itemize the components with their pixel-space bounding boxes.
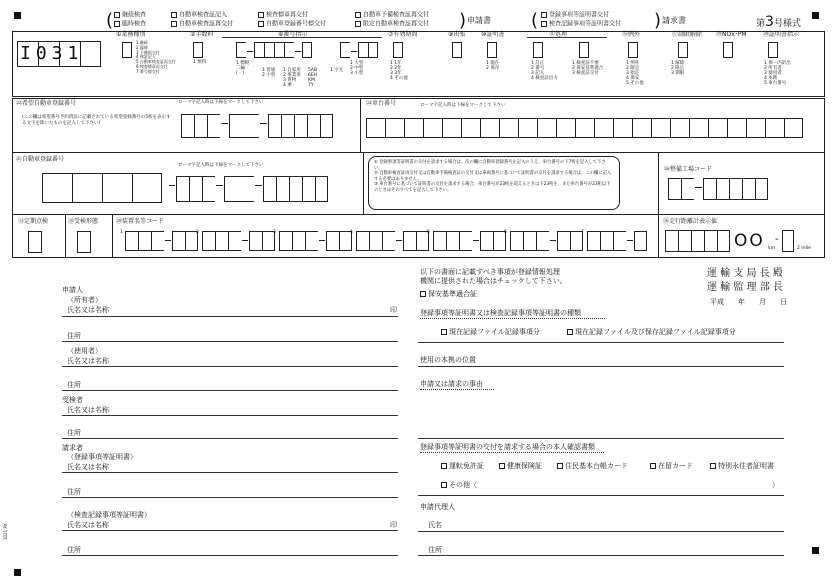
field-shori-bracket [527,37,607,38]
soko-km: km [768,246,775,251]
opt: 3 記入 [531,70,545,76]
opt: 3 小型 [350,70,364,76]
field-tesuryo-option: 1 無料 [193,60,207,65]
seibi-cells[interactable] [668,178,768,200]
hoan-check[interactable] [420,290,477,298]
opt: KM [308,77,315,83]
form-code-box [17,41,101,65]
shurui-opt-hozon[interactable] [567,328,736,336]
kensa-address-label: 住所 [67,546,81,554]
toroku-cells-b[interactable] [168,176,328,202]
opt: 1 普通 [262,68,276,73]
intro-line-2: 機関に提供された場合はチェックして下さい。 [420,277,567,285]
opt: 2 2年 [390,65,402,71]
seikyusho-title: 請求書 [662,16,686,25]
jukensha-address-label: 住所 [67,429,81,437]
field-shomei-input[interactable] [487,42,497,58]
jukei-label: ⑱受検形態 [68,218,99,225]
check-keizoku[interactable] [114,12,146,19]
soko-mile: 2 mile [797,246,811,251]
opt: 1 継続 [136,40,148,45]
souchi-num-7: 7 [581,230,584,235]
field-yuko-opts [390,62,408,82]
field-shori-input-a[interactable] [533,42,543,58]
shadai-label: ㉔車台番号 [366,100,397,107]
header-paren-open: ( [106,10,114,31]
shoyusha-seal: 印 [390,306,397,314]
opt: 2 臨時 [136,44,148,50]
jukei-vdiv [112,214,113,258]
opt: 3 使用者 [764,70,782,76]
kensa-address-line[interactable] [62,555,398,556]
souchi-num-2: 2 [196,230,199,235]
mid-vdiv-2 [363,152,364,214]
kakunin-underline [420,452,604,453]
roman-note-1: ローマ字記入時は下線をマークして下さい [178,100,264,105]
souchi-num-5: 5 [427,230,430,235]
check-gentei-saikofu[interactable] [355,21,429,28]
opt: 1 自家用 [283,68,301,73]
shinseisho-title: 申請書 [467,16,491,25]
jukensha-name-label: 氏名又は名称 [67,406,109,414]
field-yuko-label: ⑦有効期間 [388,31,418,38]
opt: 1 標板 [236,61,250,66]
opt: 3 貨物 [283,77,297,83]
kakunin-sonota-label: その他（ [449,481,477,489]
kakunin-juki[interactable] [557,462,628,470]
kensa-name-line[interactable] [62,530,398,531]
opt: 2 番号 [531,65,545,71]
kakunin-line [418,495,784,496]
field-reigai-opts [626,62,644,87]
kakunin-zairyu[interactable] [650,462,693,470]
kakunin-zairyu-label: 在留カード [658,462,693,470]
check-kensasho-saikofu-label: 自動車検査証再交付 [179,20,234,28]
teiki-label: ⑬定期点検 [18,218,49,225]
field-nox-input[interactable] [723,42,733,58]
field-bango-opts-f [350,62,363,77]
top-field-band [12,31,825,97]
field-reigai-input[interactable] [628,42,638,58]
soko-dash: - [775,234,779,245]
opt: 3 指定 [626,70,640,76]
honkyo-line[interactable] [418,366,784,367]
jukensha-label: 受検者 [62,396,83,404]
shiyosha-address-label: 住所 [67,381,81,389]
opt: 3 検査証交付 [572,70,599,76]
shoyusha-address-line[interactable] [62,341,398,342]
date-line: 平成 年 月 日 [710,298,787,306]
shurui-opt-genzai-label: 現在記録ファイル記録事項分 [449,328,540,336]
soko-oo: OO [734,231,765,251]
soko-unit-box[interactable] [782,230,794,252]
form-number [756,14,801,30]
seikyusha-address-line[interactable] [62,497,398,498]
check-rinji-label: 臨時検査 [122,20,147,28]
opt: 1 大型 [350,61,364,66]
kakunin-tokubetsu[interactable] [710,462,774,470]
check-bangohyo-kofu[interactable] [258,21,326,28]
shinseinin-label: 申請人 [62,286,83,294]
roman-note-2: ローマ字記入時は下線をマークして下さい [420,103,506,108]
field-shori-label: ⑪処理 [549,31,568,38]
seibi-label: ㉖整備工場コード [664,166,713,173]
opt: 1 例外 [626,61,640,66]
opt: 3 3年 [390,70,402,76]
opt: 2 所有者 [764,65,782,71]
opt: 4 その他 [390,75,408,81]
seikyusha-name-label: 氏名又は名称 [67,463,109,471]
form-number-prefix: 第 [756,19,766,29]
field-shucho-input[interactable] [452,42,462,58]
dairinin-address-label: 住所 [428,546,442,554]
check-toroku-shomei[interactable] [541,12,609,19]
toroku-shomei-label: （登録事項等証明書） [67,453,137,461]
field-shucho-label: ⑨出張 [448,31,466,38]
corner-mark-bl [14,569,21,576]
header-paren-close: ) [459,10,467,31]
opt: 3 期限 [671,70,685,76]
field-shomei-opts [486,62,499,72]
field-bango-cells-2[interactable] [340,42,378,58]
opt: 4 本拠 [764,75,778,81]
field-yuko-input[interactable] [393,42,403,58]
check-kensa-shomei-label: 検査記録事項等証明書交付 [549,20,622,28]
corner-mark-tr [812,12,819,19]
field-gyomu-options [136,41,176,75]
opt: 4 検査証出力 [531,75,558,81]
shiyosha-name-line[interactable] [62,366,398,367]
field-bango-bracket [222,37,382,38]
soko-label: ⑯走行距離計表示値 [663,218,718,225]
dairinin-name-line[interactable] [418,531,784,532]
toroku-cells-a[interactable] [42,173,162,203]
opt: 1 解除 [671,61,685,66]
opt: 2 限定 [626,65,640,71]
jiyu-line[interactable] [418,438,784,439]
opt: 2 保安基準適合 [572,65,604,71]
opt: 5 車台番号 [764,80,787,86]
kakunin-juki-label: 住民基本台帳カード [565,462,628,470]
kakunin-menkyo[interactable] [441,462,484,470]
check-yobi-saikofu-label: 自動車予備検査証再交付 [363,11,430,19]
field-shomei-shiji-input[interactable] [768,42,778,58]
field-shori-input-b[interactable] [579,42,589,58]
jukensha-name-line[interactable] [62,415,398,416]
opt: 5 その他 [626,80,644,86]
intro-line-1: 以下の書面に記載すべき事項が登録情報処理 [420,268,560,276]
opt: 4 検証記入 [136,54,156,60]
opt: 5 自動車検査証再交付 [136,59,176,65]
field-shomei-label: ⑩証明書 [481,31,505,38]
field-shomei-shiji-opts [764,62,791,87]
shadai-cells[interactable] [366,118,803,138]
jukei-input[interactable] [77,231,91,253]
opt: 5AB [308,68,318,73]
field-seigen-input[interactable] [678,42,688,58]
corner-mark-tl [14,12,21,19]
seikyusha-address-label: 住所 [67,488,81,496]
field-seigen-label: ⑰制限解除 [672,31,703,38]
check-bangohyo-kofu-label: 自動車登録番号標交付 [266,20,327,28]
teiki-vdiv [65,214,66,258]
toroku-label: ㉑自動車登録番号 [16,156,65,163]
notice-3: ③ 車台番号に基づいて証明書の交付を請求する場合、車台番号が23桁を超えるときは下23桁を、また車台番号が23桁以下のときはそのすべてを記入して下さい。 [374,182,611,193]
opt: 1 検査証不要 [572,61,599,66]
field-bango-opts-d [308,69,317,89]
form-number-value: 3 [765,14,774,30]
kensa-shomei-label: （検査記録事項等証明書） [67,511,151,519]
check-hyosho-saikofu-label: 検査標章再交付 [266,11,309,19]
opt: 1 1年 [390,61,402,66]
kakunin-sonota-close: ） [772,481,779,489]
opt: 2 事業用 [283,72,301,78]
unyu-shikyoku: 運 輸 支 局 長 殿 [707,268,783,279]
form-number-suffix: 号様式 [773,19,801,29]
opt: 4 保安 [626,75,640,81]
kakunin-hoken[interactable] [499,462,542,470]
form-code: I031 [20,43,84,64]
field-bango-label: ⑥番号指示 [278,31,308,38]
souchi-groups[interactable] [120,229,650,255]
opt: 2 中型 [350,65,364,71]
unyu-kanbu: 運 輸 監 理 部 長 [707,282,783,293]
opt: 7 番号標交付 [136,68,160,74]
opt: 二輪 [236,65,245,71]
honkyo-label: 使用の本拠の位置 [420,356,476,364]
jukensha-address-line[interactable] [62,438,398,439]
opt: 2 保存 [486,65,500,71]
kibou-cells[interactable] [181,114,333,138]
opt: 6EH [308,72,318,78]
souchi-num-1: 1 [120,230,123,235]
kakunin-label: 登録事項等証明書の交付を請求する場合の本人確認書類 [420,443,595,451]
soko-cells[interactable] [665,230,730,252]
kakunin-menkyo-label: 運転免許証 [449,462,484,470]
mid-vdiv-1 [360,98,361,152]
field-gyomu-label: ①業務種別 [116,31,146,38]
check-gentei-saikofu-label: 限定自動車検査証再交付 [363,20,430,28]
side-code: 1021 PX [3,523,8,540]
shoyusha-name-line[interactable] [62,316,398,317]
field-bango-opts-b [262,69,275,79]
shiyosha-label: （使用者） [67,347,102,355]
mid-divider-1 [12,152,825,153]
header-paren2-close: ) [654,10,662,31]
opt: 1 訂正 [531,61,545,66]
field-gyomu-input[interactable] [122,42,132,58]
shiyosha-address-line[interactable] [62,390,398,391]
opt: 7Y [308,82,314,88]
opt: (一) [236,70,245,76]
check-kensasho-saikofu[interactable] [171,21,233,28]
kensa-seal: 印 [390,521,397,529]
opt: 3 予備再交付 [136,49,160,55]
check-yobi-saikofu[interactable] [355,12,429,19]
kakunin-sonota[interactable] [441,481,477,489]
field-shori-opts-b [572,62,603,77]
check-keizoku-label: 継続検査 [122,11,147,19]
field-tesuryo-label: ②手数料 [190,31,214,38]
notice-1: ① 登録事項等証明書の交付を請求する場合は、次の欄に自動車登録番号を記入のうえ、車台番号の下7桁を記入して下さい。 [374,160,606,171]
kensa-name-label: 氏名又は名称 [67,521,109,529]
dairinin-address-line[interactable] [418,555,784,556]
seikyusha-label: 請求者 [62,444,83,452]
mid-vdiv-3 [658,152,659,258]
dairinin-label: 申請代理人 [420,503,455,511]
opt: 1 字光 [330,68,344,73]
shurui-underline [420,318,605,319]
shoyusha-address-label: 住所 [67,332,81,340]
field-seigen-opts [671,62,684,77]
opt: 1 現在 [486,61,500,66]
shiyosha-name-label: 氏名又は名称 [67,357,109,365]
field-reigai-label: ⑮例外 [622,31,641,38]
corner-mark-br [812,547,819,554]
field-shomei-shiji-label: ⑳証明書指示 [763,31,800,38]
field-bango-cells[interactable] [236,42,312,58]
shoyusha-name-label: 氏名又は名称 [67,306,109,314]
mid-divider-2 [12,214,825,215]
souchi-label: ⑳装置名等コード [116,218,165,225]
souchi-num-3: 3 [273,230,276,235]
field-bango-opts-a [236,62,249,77]
kakunin-tokubetsu-label: 特別永住者証明書 [718,462,774,470]
field-bango-opts-c [283,69,301,89]
field-shori-opts-a [531,62,558,82]
field-nox-label: ⑲NOx･PM [716,31,747,38]
teiki-input[interactable] [28,231,42,253]
kibou-label: ㉒希望自動車登録番号 [16,100,77,107]
seikyusha-name-line[interactable] [62,472,398,473]
shurui-line [418,342,784,343]
field-bango-opts-e [330,69,343,74]
notice-box [368,156,620,210]
dairinin-name-label: 氏名 [428,521,442,529]
hoan-check-label: 保安基準適合証 [428,290,477,298]
opt: 2 小型 [262,72,276,78]
shurui-opt-genzai[interactable] [441,328,540,336]
kakunin-hoken-label: 健康保険証 [507,462,542,470]
opt: 6 検査標章再交付 [136,63,168,69]
shurui-opt-hozon-label: 現在記録ファイル及び保存記録ファイル記録事項分 [575,328,736,336]
check-toroku-shomei-label: 登録事項等証明書交付 [549,11,610,19]
check-kensa-shomei[interactable] [541,21,621,28]
notice-2: ② 自動車検査証再交付又は自動車予備検査証の交付又は車両番号に基づいて証明書の交付を請求する場合は、この欄に記入する必要はありません。 [374,171,612,182]
check-kensasho-kinyu-label: 自動車検査証記入 [179,11,228,19]
shurui-label: 登録事項等証明書又は検査記録事項等証明書の種類 [420,309,581,317]
jiyu-label: 申請又は請求の事由 [420,380,483,388]
opt: 1 保・内訳出 [764,61,791,66]
roman-note-3: ローマ字記入時は下線をマークして下さい [178,163,264,168]
check-kensasho-kinyu[interactable] [171,12,227,19]
souchi-num-4: 4 [350,230,353,235]
souchi-num-6: 6 [504,230,507,235]
jiyu-underline [420,389,494,390]
header-paren2-open: ( [531,10,539,31]
shoyusha-label: （所有者） [67,296,102,304]
check-rinji[interactable] [114,21,146,28]
opt: 2 限定 [671,65,685,71]
field-tesuryo-input[interactable] [193,42,203,58]
kibou-note: (この欄は希望番号予約済証に記載されている希望登録番号の5桁を表示する文字を除いたものを記入して下さい) [22,115,171,126]
opt: 4 乗 [283,82,292,88]
check-hyosho-saikofu[interactable] [258,12,308,19]
